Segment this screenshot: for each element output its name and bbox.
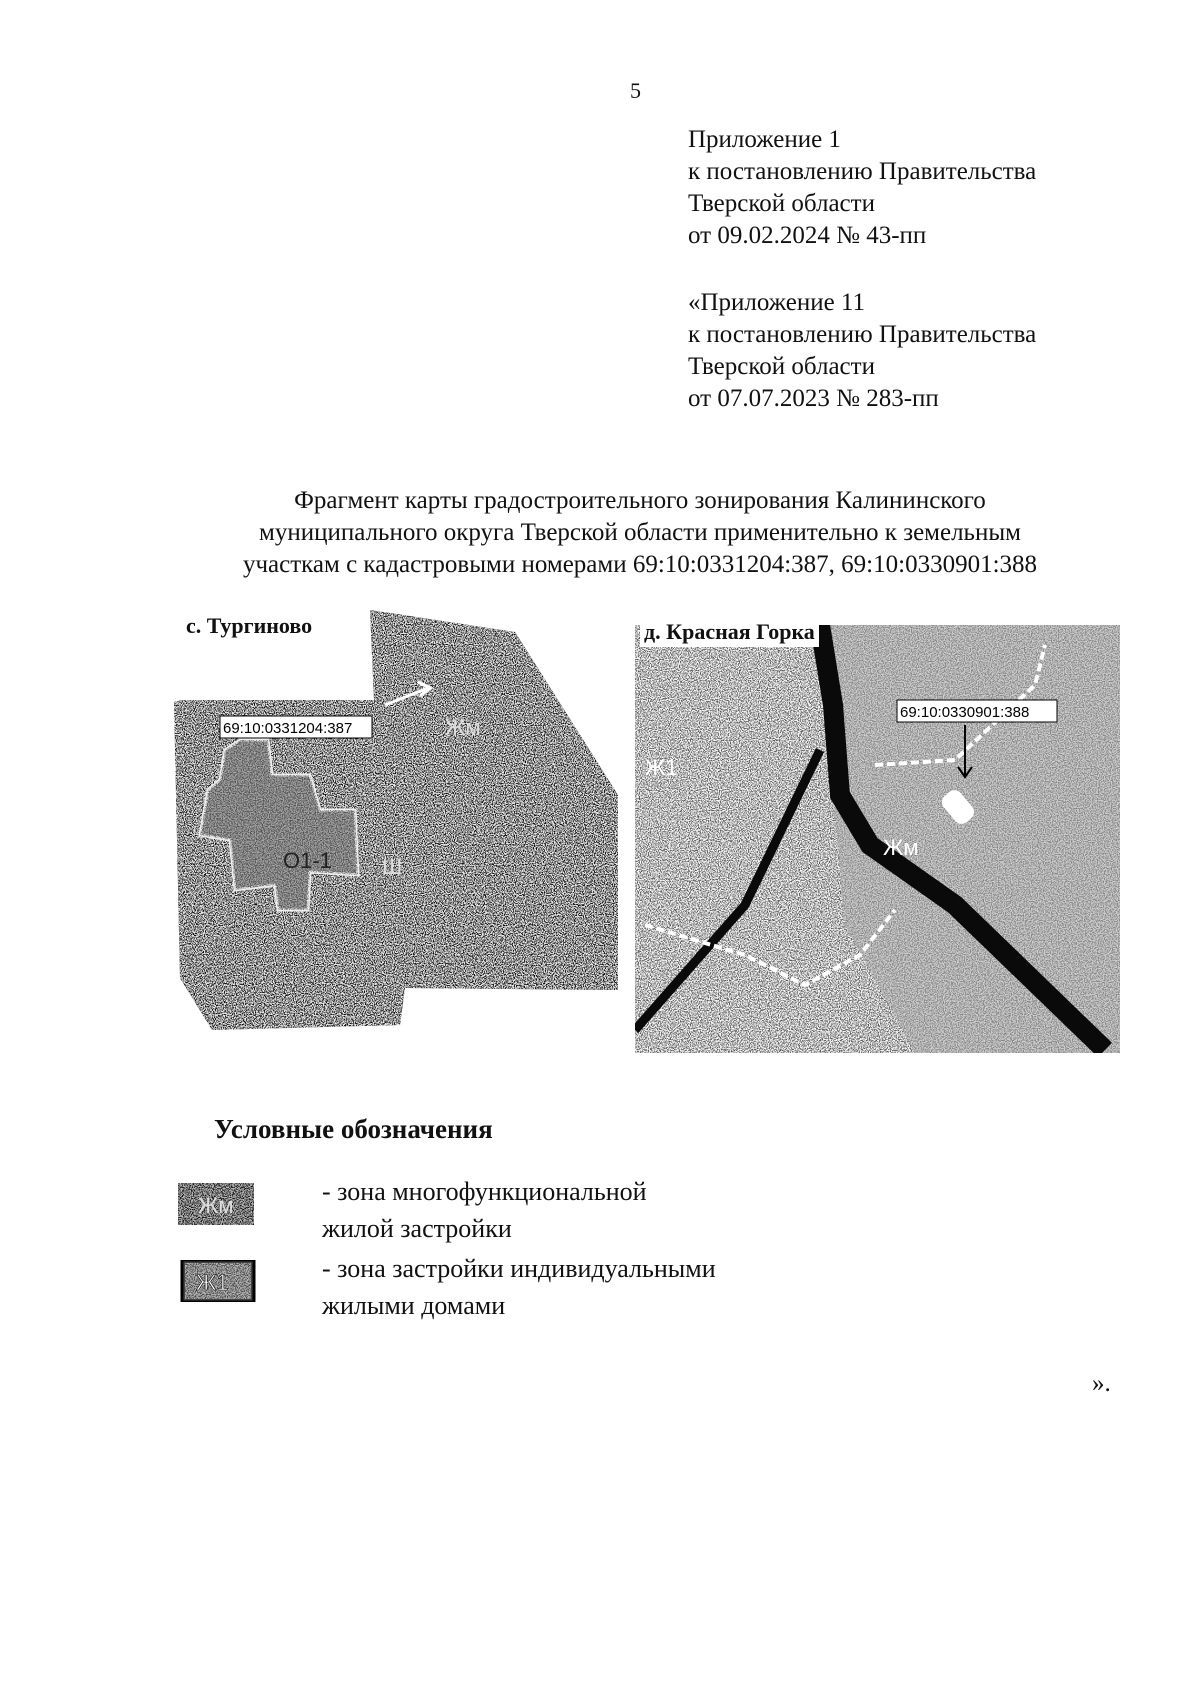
legend-swatch-zh1	[180, 1260, 256, 1302]
legend-item-line: - зона многофункциональной	[322, 1177, 647, 1206]
document-title-line: Фрагмент карты градостроительного зонирования Калининского	[294, 487, 986, 514]
appendix-11-line: от 07.07.2023 № 283-пп	[688, 385, 939, 412]
legend-item-line: - зона застройки индивидуальными	[322, 1254, 716, 1283]
document-title-line: участкам с кадастровыми номерами 69:10:0331204:387, 69:10:0330901:388	[242, 551, 1038, 578]
cadastral-label-right: 69:10:0330901:388	[900, 704, 1030, 721]
map-turginovo	[160, 610, 630, 1035]
appendix-1-line: к постановлению Правительства	[688, 158, 1037, 185]
appendix-11-line: «Приложение 11	[688, 289, 866, 316]
document-title	[150, 485, 1130, 581]
document-title-line: муниципального округа Тверской области применительно к земельным	[259, 519, 1021, 546]
legend-item-zh1	[322, 1250, 716, 1324]
map-krasnaya-gorka	[635, 625, 1120, 1053]
appendix-11-line: к постановлению Правительства	[688, 321, 1037, 348]
map-right-place-label: д. Красная Горка	[640, 617, 819, 647]
legend-item-zhm	[322, 1173, 647, 1247]
legend-swatch-zhm-label: Жм	[198, 1193, 234, 1218]
map-left-place-label: с. Тургиново	[182, 611, 316, 641]
zone-label-o1-1: О1-1	[283, 848, 332, 873]
page-number: 5	[630, 78, 641, 103]
appendix-11-header	[688, 287, 1036, 415]
appendix-1-header	[688, 124, 1036, 252]
legend-item-line: жилыми домами	[322, 1291, 506, 1320]
legend-item-line: жилой застройки	[322, 1214, 512, 1243]
appendix-1-line: от 09.02.2024 № 43-пп	[688, 222, 927, 249]
appendix-11-line: Тверской области	[688, 353, 875, 380]
legend-swatch-zhm	[178, 1183, 254, 1225]
legend-swatch-zh1-label: Ж1	[196, 1270, 229, 1295]
zone-label-zhm: Жм	[883, 835, 919, 860]
zone-label-small: Ш	[382, 854, 403, 879]
zone-label-zh1: Ж1	[645, 755, 678, 780]
closing-quote: ».	[1092, 1370, 1111, 1397]
appendix-1-line: Тверской области	[688, 190, 875, 217]
zone-label-zhm: Жм	[445, 715, 481, 740]
appendix-1-line: Приложение 1	[688, 126, 841, 153]
legend-title: Условные обозначения	[214, 1114, 493, 1144]
cadastral-label-left: 69:10:0331204:387	[223, 720, 353, 737]
